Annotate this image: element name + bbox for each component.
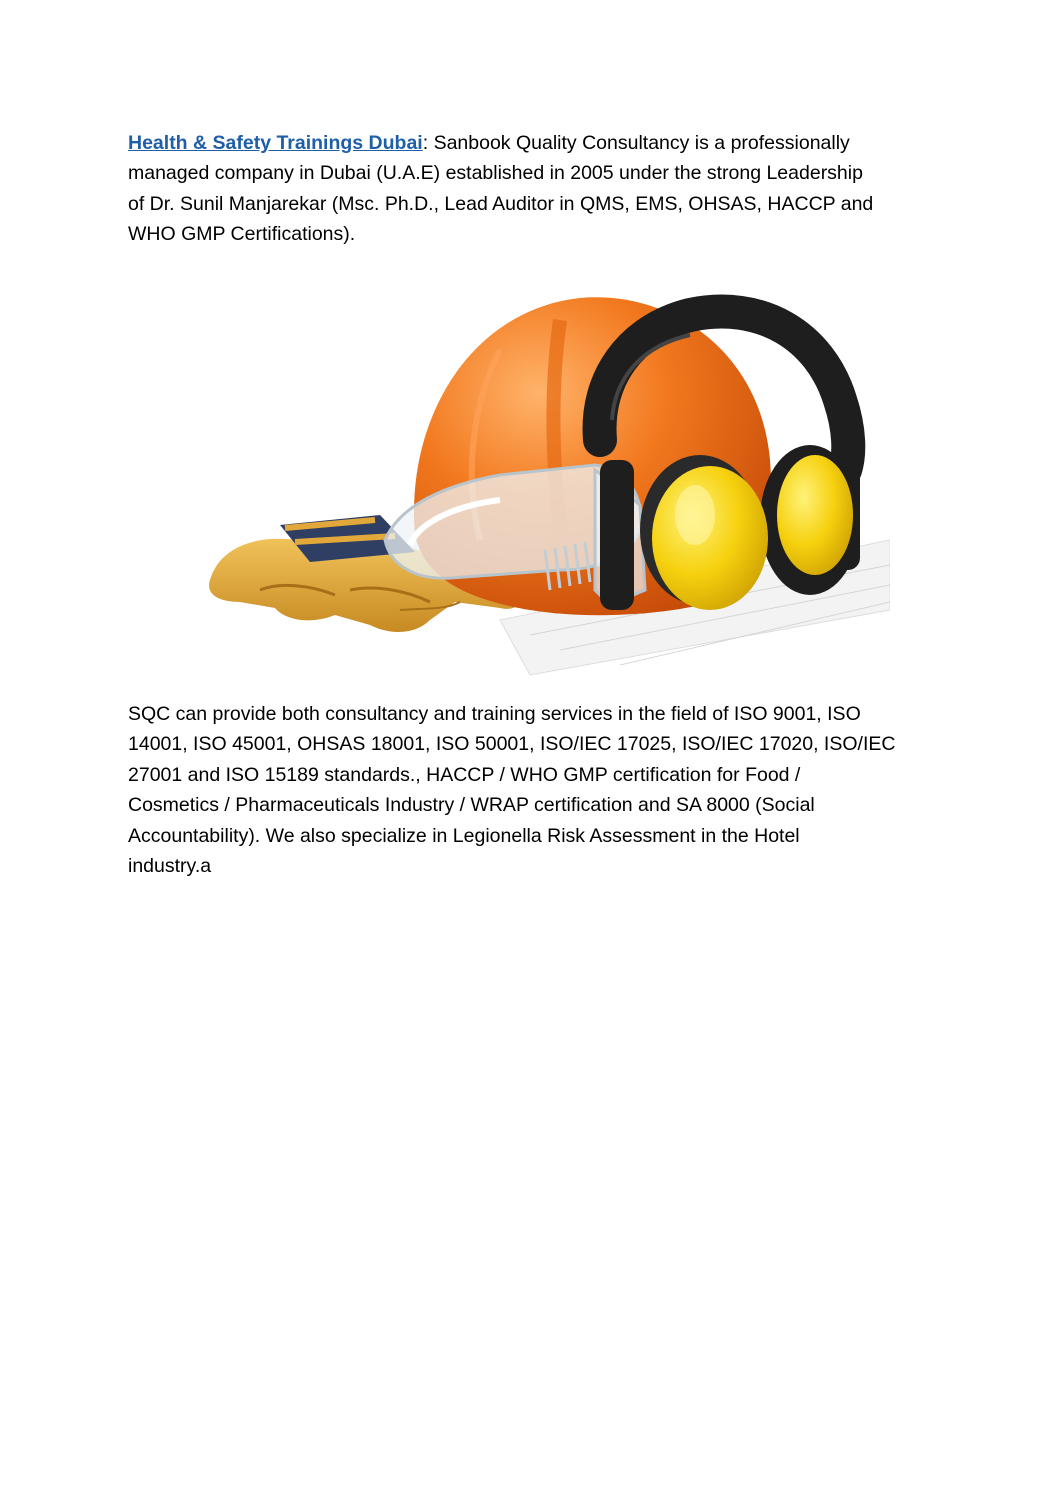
intro-line-1 bbox=[128, 128, 928, 158]
intro-paragraph bbox=[128, 128, 928, 250]
health-safety-trainings-link[interactable]: Health & Safety Trainings Dubai bbox=[128, 132, 423, 154]
intro-line-2: managed company in Dubai (U.A.E) established in 2005 under the strong Leadership bbox=[128, 162, 863, 185]
services-paragraph bbox=[128, 699, 928, 881]
intro-line-1-text: : Sanbook Quality Consultancy is a professionally bbox=[422, 132, 850, 154]
services-line-1: SQC can provide both consultancy and training services in the field of ISO 9001, ISO bbox=[128, 703, 861, 725]
intro-line-3: of Dr. Sunil Manjarekar (Msc. Ph.D., Lead Auditor in QMS, EMS, OHSAS, HACCP and bbox=[128, 192, 874, 215]
services-line-6: industry.a bbox=[128, 855, 212, 878]
services-line-2: 14001, ISO 45001, OHSAS 18001, ISO 50001, ISO/IEC 17025, ISO/IEC 17020, ISO/IEC bbox=[128, 733, 896, 756]
services-line-3: 27001 and ISO 15189 standards., HACCP / WHO GMP certification for Food / bbox=[128, 763, 801, 786]
services-line-4: Cosmetics / Pharmaceuticals Industry / WRAP certification and SA 8000 (Social bbox=[128, 794, 815, 817]
intro-line-4: WHO GMP Certifications). bbox=[128, 223, 356, 246]
safety-equipment-image bbox=[200, 290, 890, 680]
services-line-5: Accountability). We also specialize in Legionella Risk Assessment in the Hotel bbox=[128, 824, 800, 847]
